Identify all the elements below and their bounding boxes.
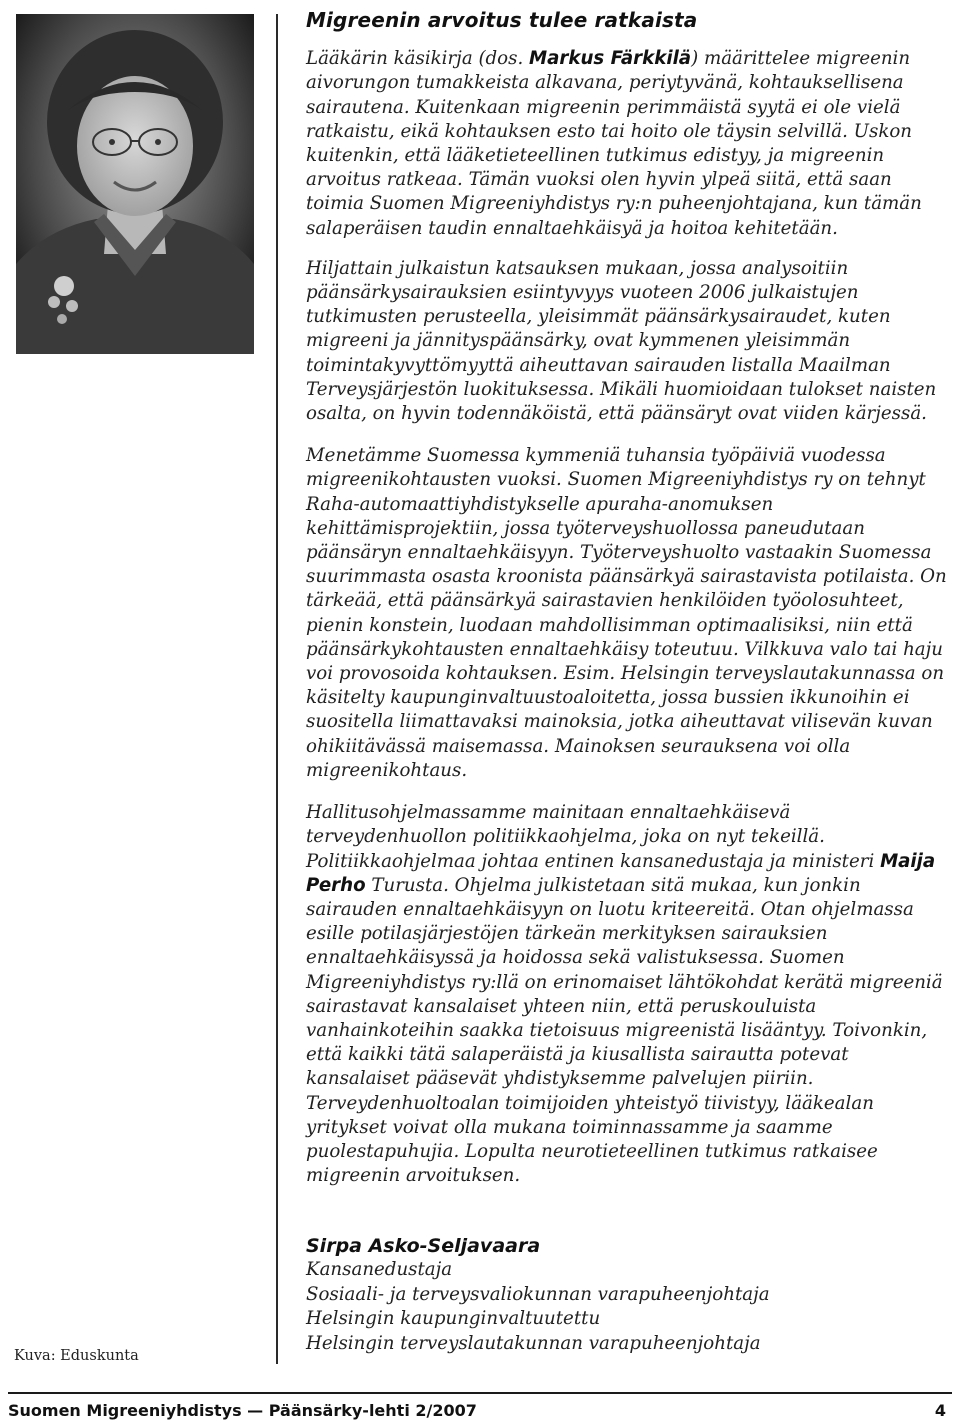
article-title: Migreenin arvoitus tulee ratkaista xyxy=(306,8,698,32)
portrait-photo xyxy=(16,14,254,354)
person-name-maija: Maija Perho xyxy=(306,850,936,896)
paragraph-3: Menetämme Suomessa kymmeniä tuhansia työpäiviä vuodessa migreenikohtausten vuoksi. Suomen Migreeniyhdistys ry on tehnyt Raha-automaattiyhdistykselle apuraha-anomuksen kehittämisprojektiin, jossa työterveyshuollossa paneudutaan päänsäryn ennaltaehkäisyyn. Työterveyshuolto vastaakin Suomessa suurimmasta osasta kroonista päänsärkyä sairastavista potilaista. On tärkeää, että päänsärkyä sairastavien henkilöiden työolosuhteet, pienin konstein, luodaan mahdollisimman optimaalisiksi, niin että päänsärkykohtausten ennaltaehkäisy toteutuu. Vilkkuva valo tai haju voi provosoida kohtauksen. Esim. Helsingin terveyslautakunnassa on käsitelty kaupunginvaltuustoaloitetta, jossa bussien ikkunoihin ei suositella liimattavaksi mainoksia, jotka aiheuttavat vilisevän kuvan ohikiitävässä maisemassa. Mainoksen seurauksena voi olla migreenikohtaus. xyxy=(306,445,947,781)
author-title-1: Kansanedustaja xyxy=(306,1259,453,1281)
person-name-markus: Markus Färkkilä xyxy=(529,48,692,70)
author-title-4: Helsingin terveyslautakunnan varapuheenjohtaja xyxy=(306,1332,761,1354)
signature-block xyxy=(306,1234,946,1356)
author-title-3: Helsingin kaupunginvaltuutettu xyxy=(306,1308,601,1330)
footer-page-number: 4 xyxy=(934,1401,946,1420)
paragraph-2: Hiljattain julkaistun katsauksen mukaan, jossa analysoitiin päänsärkysairauksien esiintyvyys vuoteen 2006 julkaistujen tutkimusten perusteella, yleisimmät päänsärkysairaudet, kuten migreeni ja jännityspäänsärky, ovat kymmenen yleisimmän toimintakyvyttömyyttä aiheuttavan sairauden listalla Maailman Terveysjärjestön luokituksessa. Mikäli huomioidaan tulokset naisten osalta, on hyvin todennäköistä, että päänsäryt ovat viiden kärjessä. xyxy=(306,257,937,425)
article-body xyxy=(306,8,952,1206)
portrait-illustration xyxy=(16,14,254,354)
author-name: Sirpa Asko-Seljavaara xyxy=(306,1235,541,1257)
paragraph-1-text-b: ) määrittelee migreenin aivorungon tumakkeista alkavana, periytyvänä, kohtauksellisena sairautena. Kuitenkaan migreenin perimmäistä syytä ei ole vielä ratkaistu, eikä kohtauksen esto tai hoito ole täysin selvillä. Uskon kuitenkin, että lääketieteellinen tutkimus edistyy, ja migreenin arvoitus ratkeaa. Tämän vuoksi olen hyvin ylpeä siitä, että saan toimia Suomen Migreeniyhdistys ry:n puheenjohtajana, kun tämän salaperäisen taudin ennaltaehkäisyä ja hoitoa kehitetään. xyxy=(306,48,922,239)
footer-divider xyxy=(8,1392,952,1394)
paragraph-4-text-b: Turusta. Ohjelma julkistetaan sitä mukaa, kun jonkin sairauden ennaltaehkäisyyn on luotu kriteereitä. Otan ohjelmassa esille potilasjärjestöjen tärkeän merkityksen sairauksien ennaltaehkäisyssä ja hoidossa sekä valistuksessa. Suomen Migreeniyhdistys ry:llä on erinomaiset lähtökohdat kerätä migreeniä sairastavat kansalaiset yhteen niin, että peruskouluista vanhainkoteihin saakka tietoisuus migreenistä lisääntyy. Toivonkin, että kaikki tätä salaperäistä ja kiusallista sairautta potevat kansalaiset pääsevät yhdistyksemme palvelujen piiriin. Terveydenhuoltoalan toimijoiden yhteistyö tiivistyy, lääkealan yritykset voivat olla mukana toiminnassamme ja saamme puolestapuhujia. Lopulta neurotieteellinen tutkimus ratkaisee migreenin arvoituksen. xyxy=(306,874,943,1187)
photo-credit: Kuva: Eduskunta xyxy=(14,1348,139,1364)
column-divider xyxy=(276,14,278,1364)
paragraph-4 xyxy=(306,801,952,1188)
paragraph-1 xyxy=(306,47,952,241)
footer-publication: Suomen Migreeniyhdistys — Päänsärky-lehti 2/2007 xyxy=(8,1401,477,1420)
author-title-2: Sosiaali- ja terveysvaliokunnan varapuheenjohtaja xyxy=(306,1283,770,1305)
paragraph-4-text-a: Hallitusohjelmassamme mainitaan ennaltaehkäisevä terveydenhuollon politiikkaohjelma, joka on nyt tekeillä. Politiikkaohjelmaa johtaa entinen kansanedustaja ja ministeri xyxy=(306,802,881,872)
paragraph-1-text-a: Lääkärin käsikirja (dos. xyxy=(306,48,530,70)
